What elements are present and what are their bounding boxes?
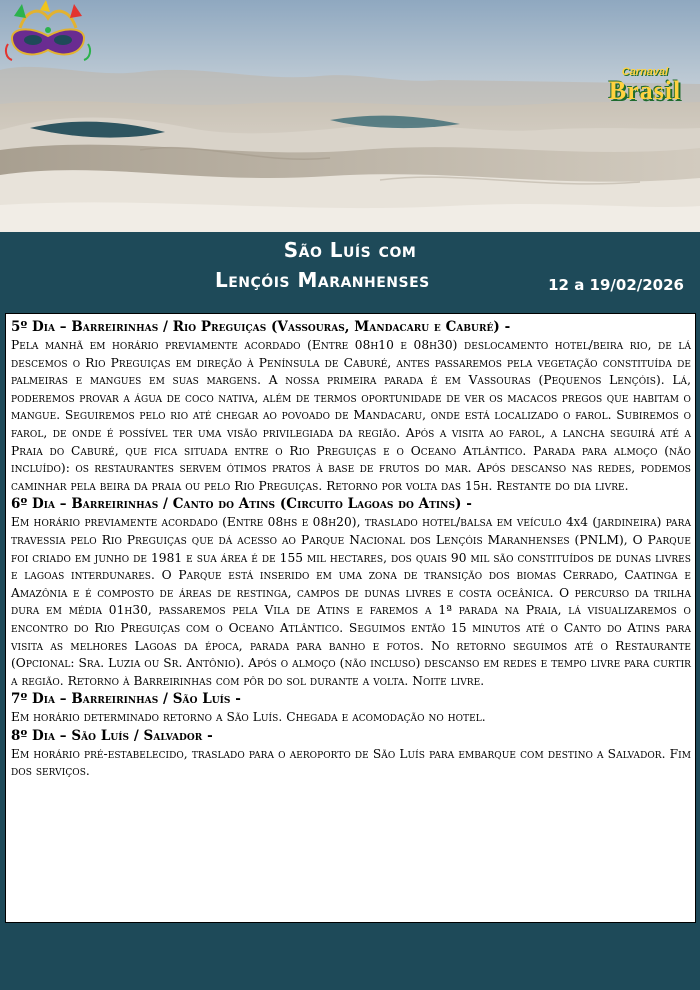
hero-image-dunes (0, 0, 700, 232)
day-heading: 7º Dia – Barreirinhas / São Luís - (11, 691, 241, 708)
carnival-mask-icon (0, 0, 96, 96)
day-heading: 5º Dia – Barreirinhas / Rio Preguiças (Vassouras, Mandacaru e Caburé) - (11, 319, 511, 335)
day-heading: 6º Dia – Barreirinhas / Canto do Atins (Circuito Lagoas do Atins) - (11, 496, 472, 513)
logo-text-brasil: Brasil (608, 76, 682, 105)
logo-text-carnaval: Carnaval (621, 66, 669, 78)
day-block-6 (11, 495, 691, 690)
dunes-illustration (0, 0, 700, 232)
title-banner (0, 232, 700, 300)
day-description: Em horário previamente acordado (Entre 08hs e 08h20), traslado hotel/balsa em veículo 4x4 (jardineira) para travessia pelo Rio Preguiças que dá acesso ao Parque Nacional dos Lençóis Maranhenses (PNLM), O Parque foi criado em junho de 1981 e sua área é de 155 mil hectares, dos quais 90 mil são constituídos de dunas livres e lagoas interdunares. O Parque está inserido em uma zona de transição dos biomas Cerrado, Caatinga e Amazônia e é composto de áreas de restinga, campos de dunas livres e costa oceânica. O percurso da trilha dura em média 01h30, passaremos pela Vila de Atins e faremos a 1ª parada na Praia, lá visualizaremos o encontro do Rio Preguiças com o Oceano Atlântico. Seguimos então 15 minutos até o Canto do Atins para visita as melhores Lagoas da época, parada para banho e fotos. No retorno seguimos até o Restaurante (Opcional: Sra. Luzia ou Sr. Antônio). Após o almoço (não incluso) descanso em redes e tempo livre para curtir a região. Retorno à Barreirinhas com pôr do sol durante a volta. Noite livre. (11, 515, 691, 688)
travel-dates: 12 a 19/02/2026 (548, 276, 684, 294)
day-description: Pela manhã em horário previamente acordado (Entre 08h10 e 08h30) deslocamento hotel/beira rio, de lá descemos o Rio Preguiças em direção à Península de Caburé, antes passaremos pela vegetação constituída de palmeiras e mangues em suas margens. A nossa primeira parada é em Vassouras (Pequenos Lençóis). Lá, poderemos provar a água de coco nativa, além de termos oportunidade de ver os macacos pregos que habitam o mangue. Seguiremos pelo rio até chegar ao povoado de Mandacaru, onde está localizado o farol. Subiremos o farol, de onde é possível ter uma visão privilegiada da região. Após a visita ao farol, a lancha seguirá até a Praia do Caburé, que fica situada entre o Rio Preguiças e o Oceano Atlântico. Parada para almoço (não incluído): os restaurantes servem ótimos pratos à base de frutos do mar. Após descanso nas redes, podemos caminhar pela beira da praia ou pelo Rio Preguiças. Retorno por volta das 15h. Restante do dia livre. (11, 338, 691, 493)
page-title-line1: São Luís com (283, 238, 417, 262)
day-description: Em horário determinado retorno a São Luís. Chegada e acomodação no hotel. (11, 710, 486, 725)
day-block-8 (11, 727, 691, 781)
itinerary-content (5, 313, 696, 923)
day-description: Em horário pré-estabelecido, traslado para o aeroporto de São Luís para embarque com destino a Salvador. Fim dos serviços. (11, 746, 691, 779)
day-heading: 8º Dia – São Luís / Salvador - (11, 727, 213, 744)
day-block-7 (11, 690, 691, 727)
day-block-5 (11, 318, 691, 495)
footer-band (0, 930, 700, 990)
page-title-line2: Lençóis Maranhenses (215, 268, 430, 292)
